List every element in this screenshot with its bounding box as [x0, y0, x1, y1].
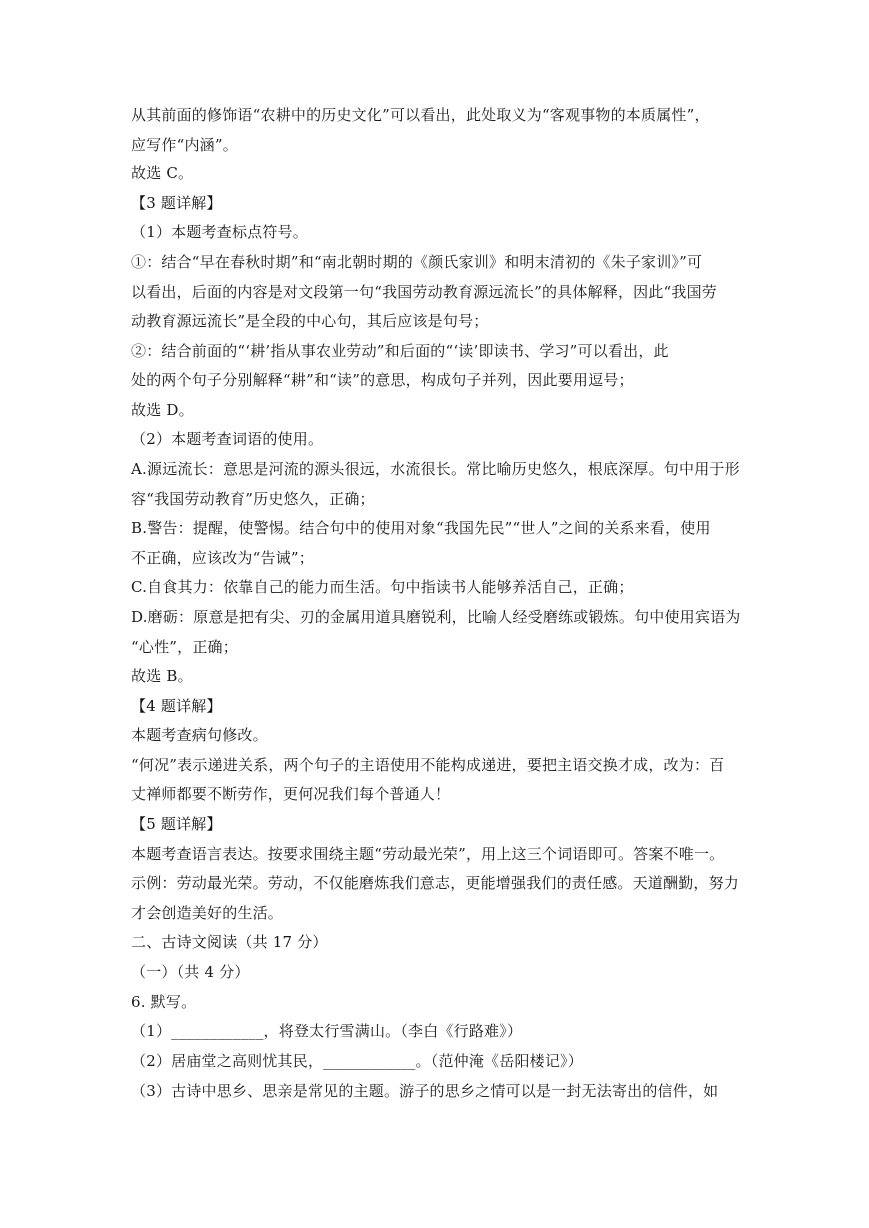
text-line: 6. 默写。 [131, 993, 197, 1011]
text-line: 以看出，后面的内容是对文段第一句“我国劳动教育源远流长”的具体解释，因此“我国劳 [131, 283, 718, 301]
section-heading: 【4 题详解】 [131, 697, 222, 715]
text-line: 才会创造美好的生活。 [131, 904, 284, 922]
text-line: D.磨砺：原意是把有尖、刃的金属用道具磨锐利，比喻人经受磨练或锻炼。句中使用宾语为 [131, 608, 741, 626]
text-line: ①：结合“早在春秋时期”和“南北朝时期的《颜氏家训》和明末清初的《朱子家训》”可 [131, 253, 703, 271]
text-line: 从其前面的修饰语“农耕中的历史文化”可以看出，此处取义为“客观事物的本质属性”， [131, 106, 710, 124]
text-line: 本题考查语言表达。按要求围绕主题“劳动最光荣”，用上这三个词语即可。答案不唯一。 [131, 845, 725, 863]
text-line: 故选 D。 [131, 401, 194, 419]
text-line: B.警告：提醒，使警惕。结合句中的使用对象“我国先民”“世人”之间的关系来看，使用 [131, 519, 711, 537]
section-heading: 【3 题详解】 [131, 194, 222, 212]
text-line: 动教育源远流长”是全段的中心句，其后应该是句号； [131, 312, 489, 330]
text-line: A.源远流长：意思是河流的源头很远，水流很长。常比喻历史悠久，根底深厚。句中用于形 [131, 460, 740, 478]
text-line: 故选 C。 [131, 164, 194, 182]
text-line: （1）本题考查标点符号。 [131, 223, 308, 241]
text-line: C.自食其力：依靠自己的能力而生活。句中指读书人能够养活自己，正确； [131, 578, 634, 596]
text-line: （2）本题考查词语的使用。 [131, 430, 324, 448]
text-line: 故选 B。 [131, 667, 193, 685]
text-line: ②：结合前面的“‘耕’指从事农业劳动”和后面的“‘读’即读书、学习”可以看出，此 [131, 342, 669, 360]
text-line: 容“我国劳动教育”历史悠久，正确； [131, 490, 375, 508]
text-line: “心性”，正确； [131, 638, 238, 656]
text-line: 处的两个句子分别解释“耕”和“读”的意思，构成句子并列，因此要用逗号； [131, 371, 634, 389]
text-line: （3）古诗中思乡、思亲是常见的主题。游子的思乡之情可以是一封无法寄出的信件，如 [131, 1082, 719, 1100]
text-line: （2）居庙堂之高则忧其民，____________。（范仲淹《岳阳楼记》） [131, 1052, 583, 1070]
text-line: “何况”表示递进关系，两个句子的主语使用不能构成递进，要把主语交换才成，改为：百 [131, 756, 725, 774]
text-line: （一）（共 4 分） [131, 963, 250, 981]
text-line: 本题考查病句修改。 [131, 726, 268, 744]
section-heading: 二、古诗文阅读（共 17 分） [131, 933, 328, 951]
text-line: （1）____________，将登太行雪满山。（李白《行路难》） [131, 1022, 523, 1040]
text-line: 应写作“内涵”。 [131, 136, 238, 154]
text-line: 不正确，应该改为“告诫”； [131, 549, 314, 567]
text-line: 示例：劳动最光荣。劳动，不仅能磨炼我们意志，更能增强我们的责任感。天道酬勤，努力 [131, 874, 740, 892]
section-heading: 【5 题详解】 [131, 815, 222, 833]
text-line: 丈禅师都要不断劳作，更何况我们每个普通人！ [131, 785, 451, 803]
